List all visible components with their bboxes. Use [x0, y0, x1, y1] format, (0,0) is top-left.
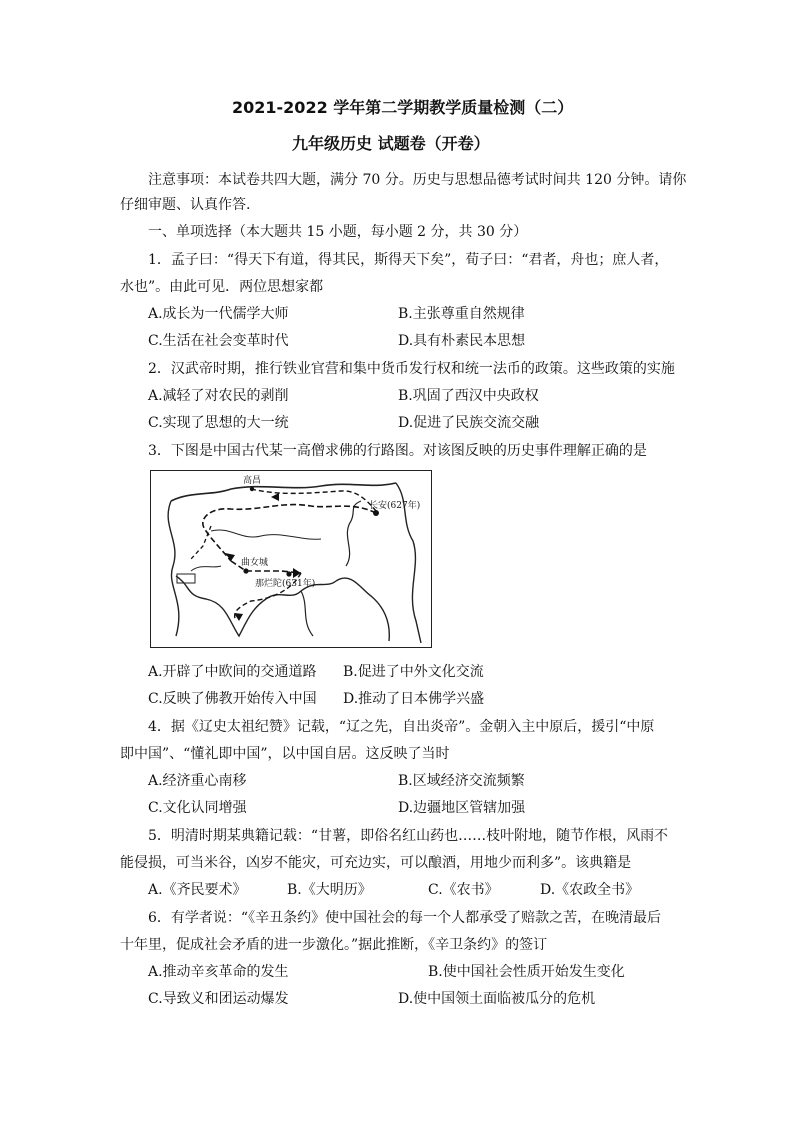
question-1-option-a: A.成长为一代儒学大师 — [148, 306, 289, 322]
question-2-stem: 2．汉武帝时期，推行铁业官营和集中货币发行权和统一法币的政策。这些政策的实施 — [148, 361, 675, 377]
question-3-option-c: C.反映了佛教开始传入中国 — [148, 691, 317, 707]
exam-subtitle: 九年级历史 试题卷（开卷） — [292, 134, 490, 153]
section-heading: 一、单项选择（本大题共 15 小题，每小题 2 分，共 30 分） — [148, 224, 528, 240]
question-6-stem: 6．有学者说：“《辛丑条约》使中国社会的每一个人都承受了赔款之苦，在晚清最后 — [148, 910, 662, 926]
question-1-stem-cont: 水也”。由此可见．两位思想家都 — [120, 279, 324, 295]
notice-line-1: 注意事项：本试卷共四大题，满分 70 分。历史与思想品德考试时间共 120 分钟。请你 — [148, 172, 687, 188]
question-1-option-b: B.主张尊重自然规律 — [398, 306, 525, 322]
question-4-option-c: C.文化认同增强 — [148, 800, 247, 816]
route-map — [150, 470, 432, 648]
question-5-option-a: A.《齐民要术》 — [148, 882, 247, 898]
question-5-option-b: B.《大明历》 — [287, 882, 372, 898]
question-4-stem: 4．据《辽史太祖纪赞》记载，“辽之先，自出炎帝”。金朝入主中原后，援引“中原 — [148, 719, 655, 735]
map-label-nalanda: 那烂陀(631年) — [255, 579, 316, 589]
notice-line-2: 仔细审题、认真作答. — [120, 197, 251, 213]
question-1-option-c: C.生活在社会变革时代 — [148, 333, 289, 349]
question-3-stem: 3．下图是中国古代某一高僧求佛的行路图。对该图反映的历史事件理解正确的是 — [148, 443, 647, 459]
question-2-option-a: A.减轻了对农民的剥削 — [148, 388, 289, 404]
question-2-option-d: D.促进了民族交流交融 — [398, 415, 540, 431]
question-4-option-a: A.经济重心南移 — [148, 773, 247, 789]
map-label-qunvcheng: 曲女城 — [241, 558, 269, 568]
question-5-option-c: C.《农书》 — [428, 882, 499, 898]
question-4-stem-cont: 即中国”、“懂礼即中国”，以中国自居。这反映了当时 — [120, 746, 450, 762]
question-6-stem-cont: 十年里，促成社会矛盾的进一步激化。”据此推断，《辛卫条约》的签订 — [120, 937, 548, 953]
question-4-option-b: B.区域经济交流频繁 — [398, 773, 525, 789]
map-label-changan: 长安(627年) — [369, 501, 421, 511]
question-4-option-d: D.边疆地区管辖加强 — [398, 800, 526, 816]
question-2-option-c: C.实现了思想的大一统 — [148, 415, 289, 431]
question-5-option-d: D.《农政全书》 — [540, 882, 640, 898]
question-2-option-b: B.巩固了西汉中央政权 — [398, 388, 539, 404]
question-1-option-d: D.具有朴素民本思想 — [398, 333, 526, 349]
question-5-stem: 5．明清时期某典籍记载：“甘薯，即俗名红山药也……枝叶附地，随节作根，风雨不 — [148, 828, 669, 844]
question-6-option-a: A.推动辛亥革命的发生 — [148, 964, 289, 980]
exam-title: 2021-2022 学年第二学期教学质量检测（二） — [232, 98, 574, 117]
question-6-option-d: D.使中国领土面临被瓜分的危机 — [398, 991, 596, 1007]
question-3-option-d: D.推动了日本佛学兴盛 — [343, 691, 485, 707]
question-1-stem: 1．孟子曰：“得天下有道，得其民，斯得天下矣”，荀子曰：“君者，舟也；庶人者， — [148, 252, 669, 268]
question-3-option-b: B.促进了中外文化交流 — [343, 664, 484, 680]
map-label-gaochang: 高昌 — [243, 476, 262, 486]
question-6-option-c: C.导致义和团运动爆发 — [148, 991, 289, 1007]
question-3-option-a: A.开辟了中欧间的交通道路 — [148, 664, 317, 680]
question-5-stem-cont: 能侵损，可当米谷，凶岁不能灾，可充边实，可以酿酒，用地少而利多”。该典籍是 — [120, 855, 632, 871]
question-6-option-b: B.使中国社会性质开始发生变化 — [428, 964, 625, 980]
